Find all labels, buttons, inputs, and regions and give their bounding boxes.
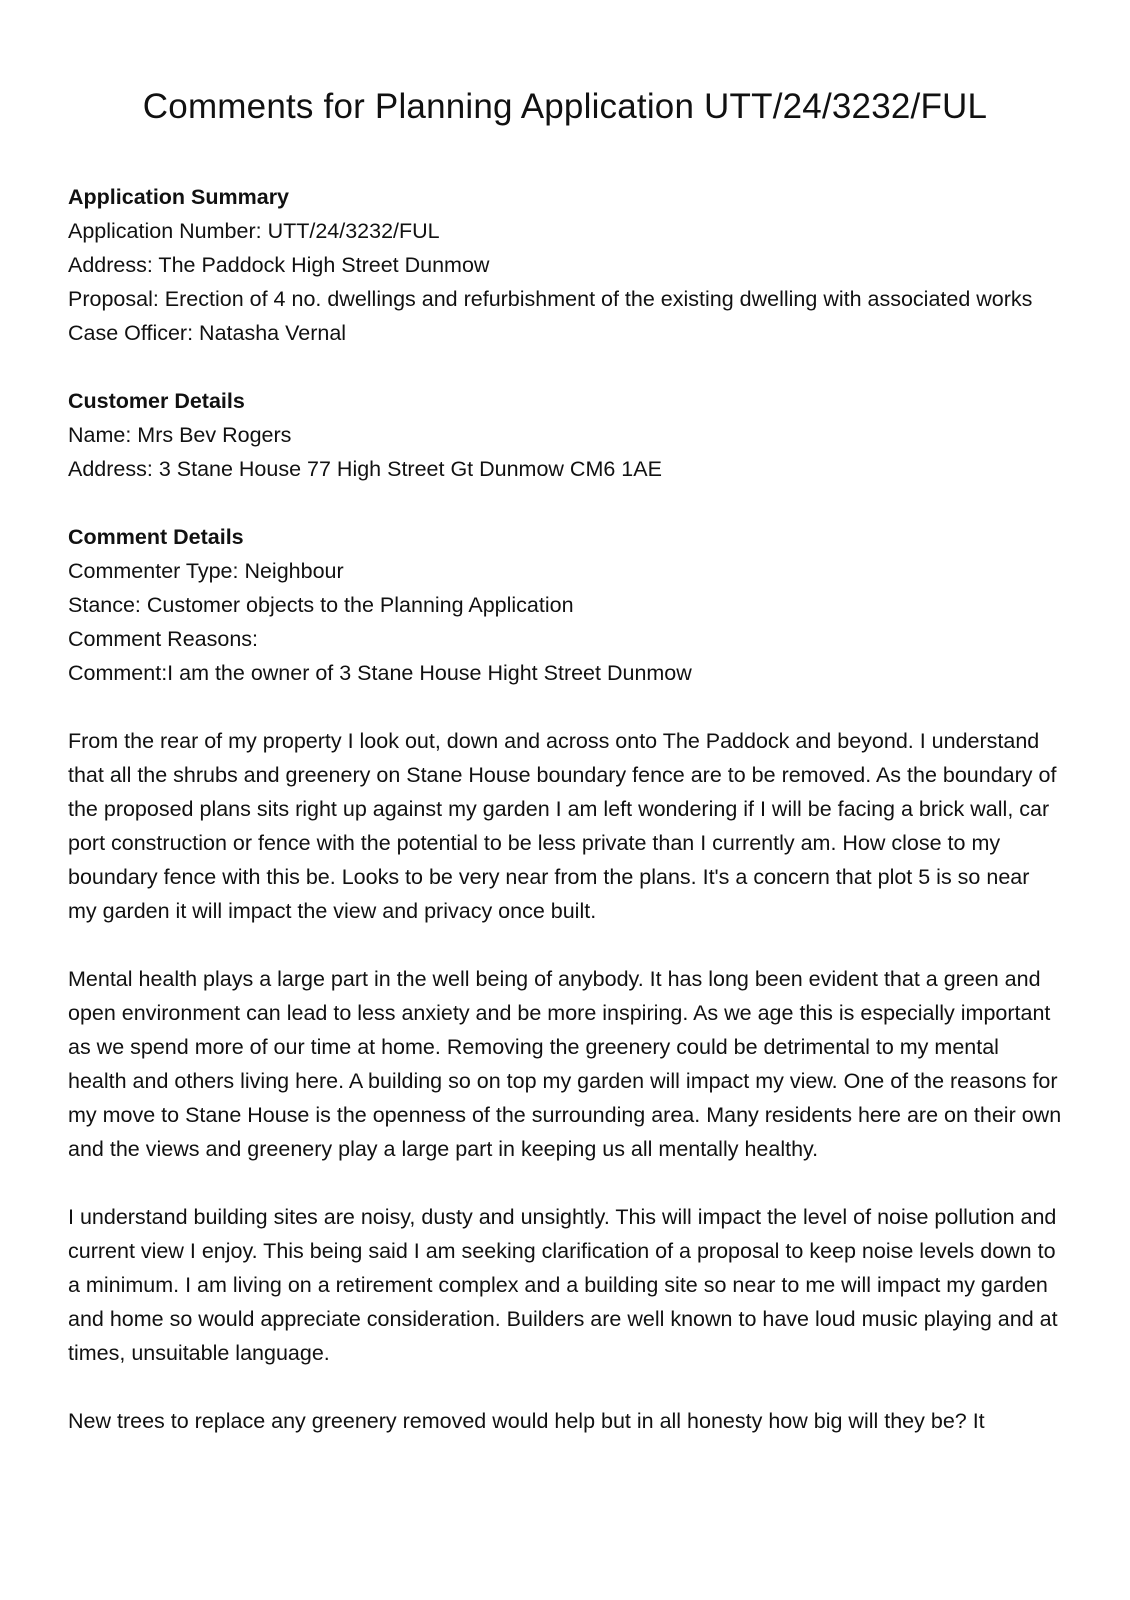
- case-officer: Case Officer: Natasha Vernal: [68, 321, 347, 345]
- customer-name: Name: Mrs Bev Rogers: [68, 423, 292, 447]
- comment-paragraph: From the rear of my property I look out, down and across onto The Paddock and beyond. I understand that all the shrubs and greenery on Stane House boundary fence are to be removed. As the boundary of the proposed plans sits right up against my garden I am left wondering if I will be facing a brick wall, car port construction or fence with the potential to be less private than I currently am. How close to my boundary fence with this be. Looks to be very near from the plans. It's a concern that plot 5 is so near my garden it will impact the view and privacy once built.: [68, 729, 1057, 923]
- application-proposal: Proposal: Erection of 4 no. dwellings and refurbishment of the existing dwelling with associated works: [68, 287, 1033, 311]
- application-summary-section: [68, 180, 1062, 350]
- application-summary-heading: Application Summary: [68, 185, 290, 209]
- application-address: Address: The Paddock High Street Dunmow: [68, 253, 490, 277]
- comment-reasons: Comment Reasons:: [68, 627, 258, 651]
- comment-body: [68, 724, 1062, 1438]
- customer-details-heading: Customer Details: [68, 389, 245, 413]
- customer-details-section: [68, 384, 1062, 486]
- customer-address: Address: 3 Stane House 77 High Street Gt Dunmow CM6 1AE: [68, 457, 662, 481]
- comment-first-line: Comment:I am the owner of 3 Stane House Hight Street Dunmow: [68, 661, 692, 685]
- comment-paragraph: I understand building sites are noisy, dusty and unsightly. This will impact the level of noise pollution and current view I enjoy. This being said I am seeking clarification of a proposal to keep noise levels down to a minimum. I am living on a retirement complex and a building site so near to me will impact my garden and home so would appreciate consideration. Builders are well known to have loud music playing and at times, unsuitable language.: [68, 1205, 1058, 1365]
- comment-details-section: [68, 520, 1062, 690]
- document-title: Comments for Planning Application UTT/24/3232/FUL: [142, 87, 988, 126]
- application-number: Application Number: UTT/24/3232/FUL: [68, 219, 440, 243]
- comment-details-heading: Comment Details: [68, 525, 244, 549]
- commenter-type: Commenter Type: Neighbour: [68, 559, 344, 583]
- comment-paragraph: New trees to replace any greenery removed would help but in all honesty how big will they be? It: [68, 1409, 985, 1433]
- comment-paragraph: Mental health plays a large part in the well being of anybody. It has long been evident that a green and open environment can lead to less anxiety and be more inspiring. As we age this is especially important as we spend more of our time at home. Removing the greenery could be detrimental to my mental health and others living here. A building so on top my garden will impact my view. One of the reasons for my move to Stane House is the openness of the surrounding area. Many residents here are on their own and the views and greenery play a large part in keeping us all mentally healthy.: [68, 967, 1062, 1161]
- stance: Stance: Customer objects to the Planning Application: [68, 593, 574, 617]
